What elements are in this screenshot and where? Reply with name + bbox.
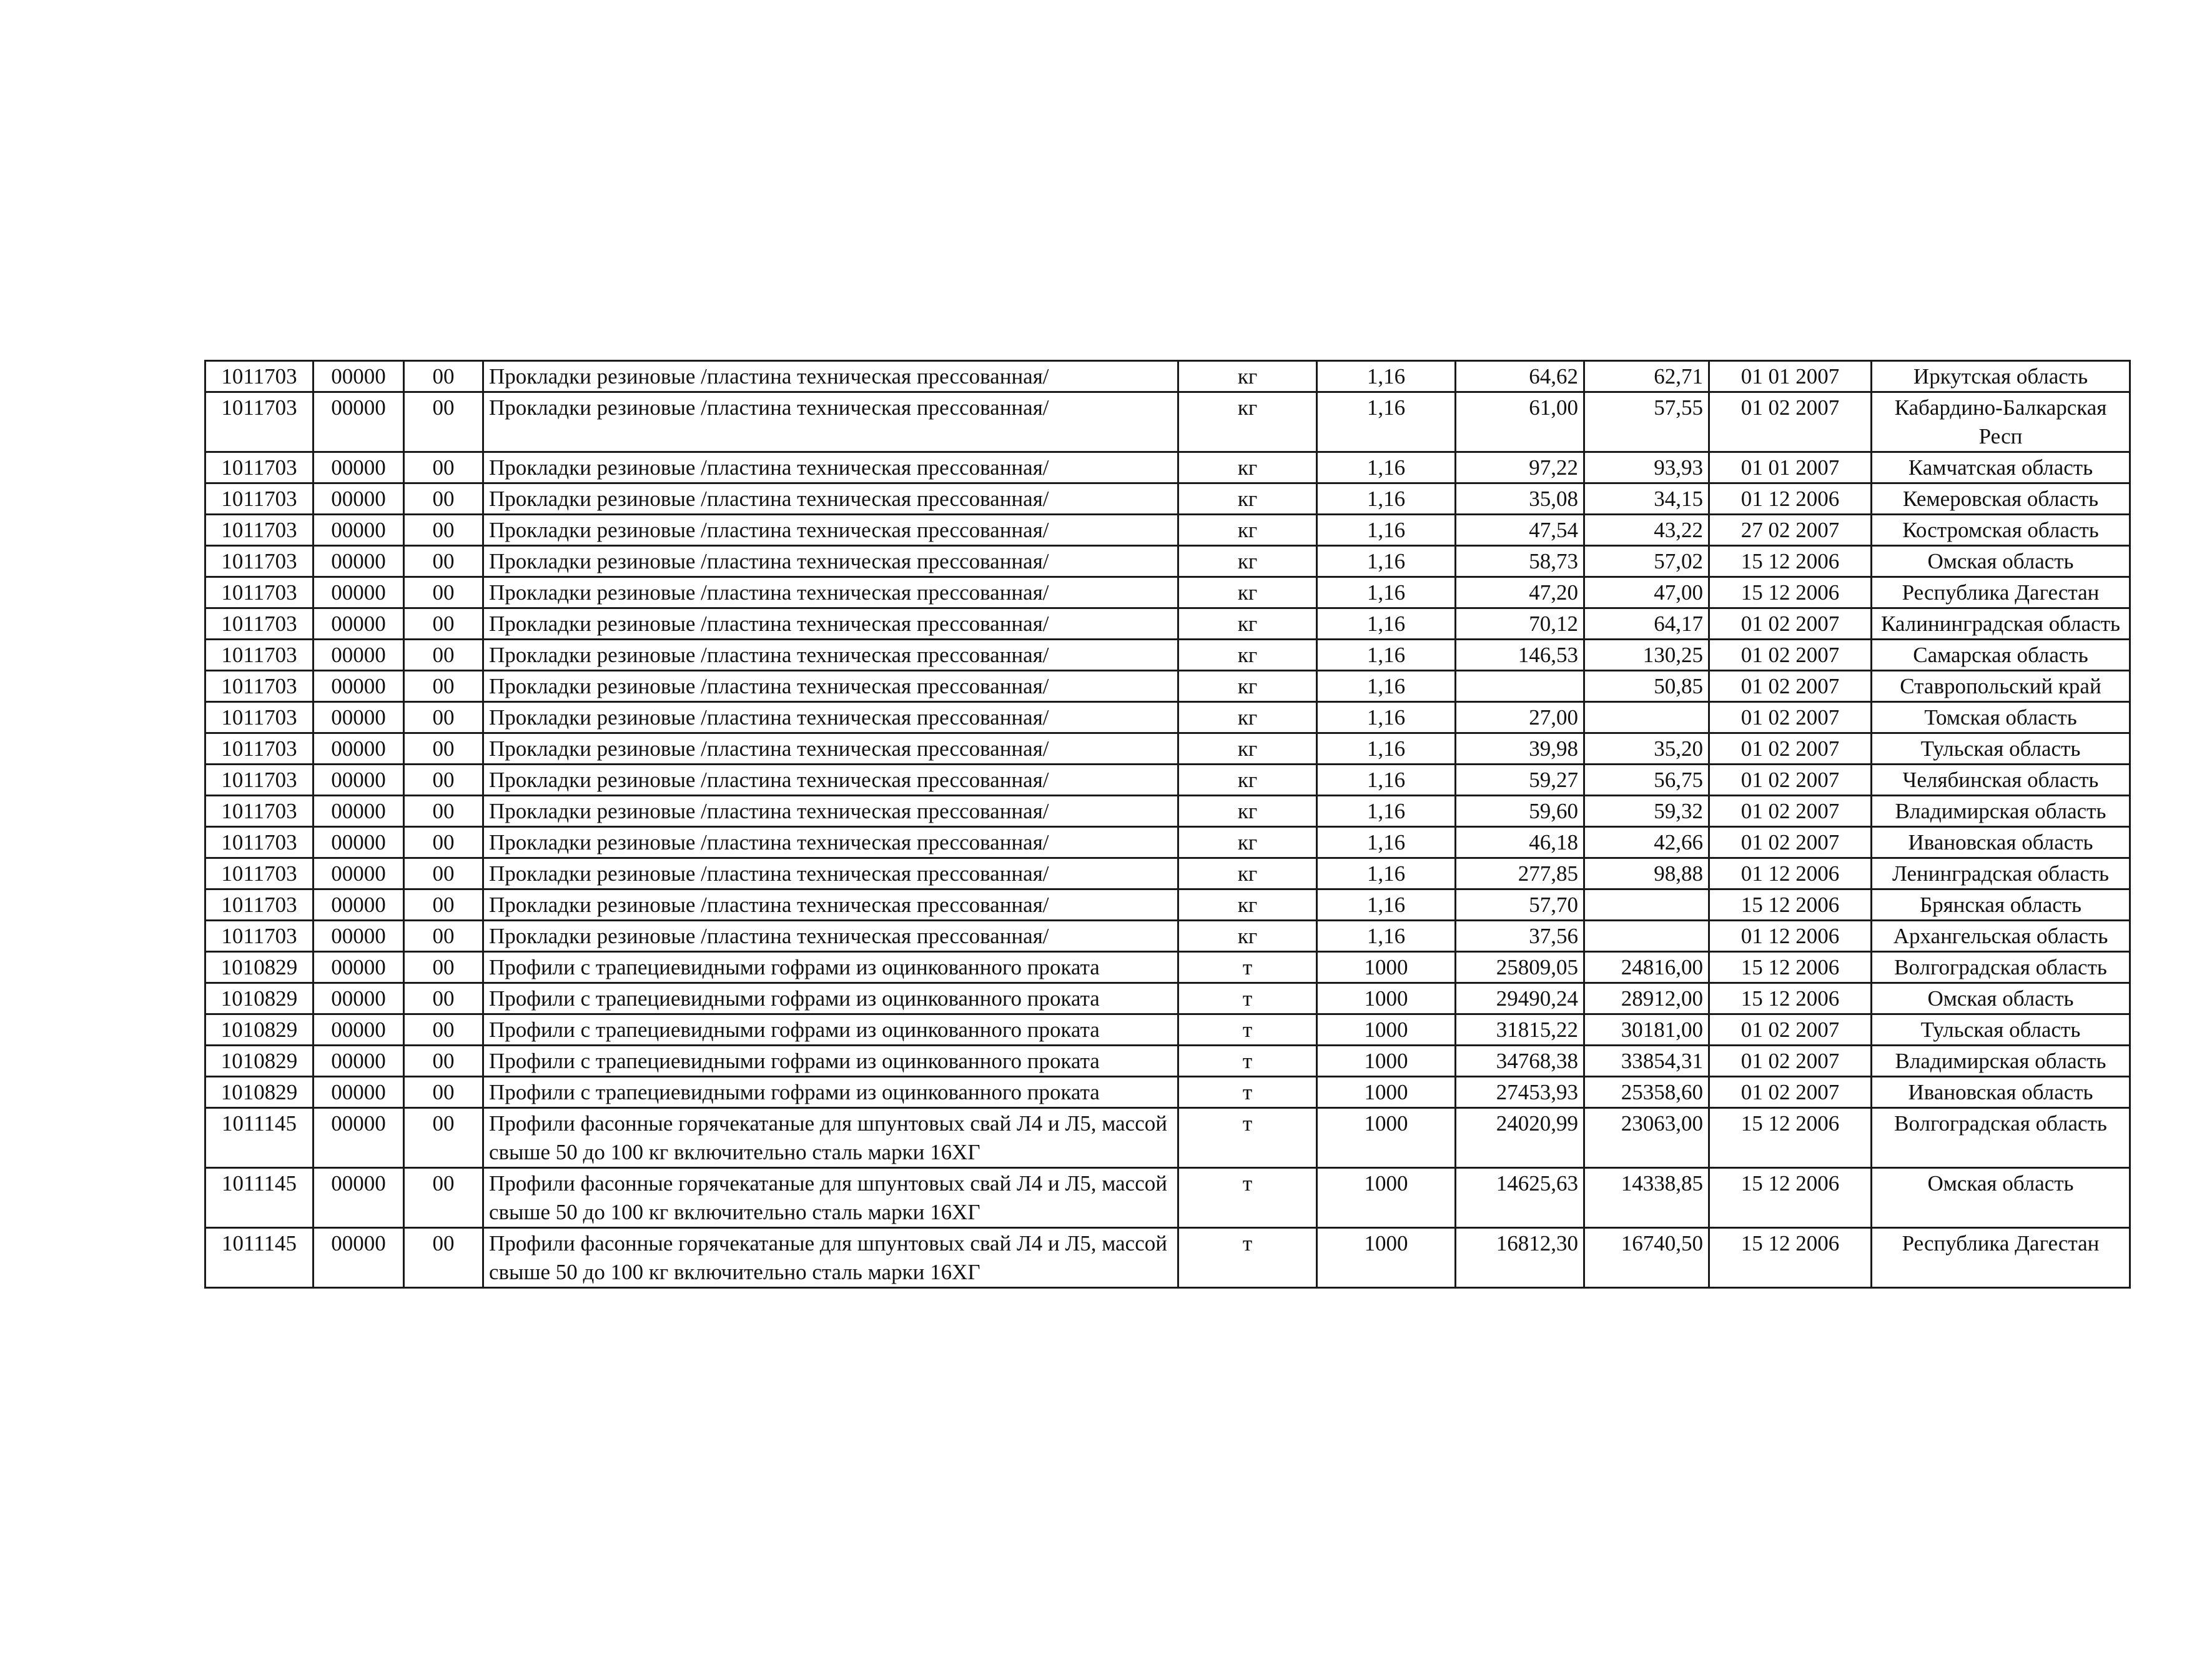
cell-region: Омская область	[1872, 983, 2130, 1014]
cell-price-1: 39,98	[1456, 733, 1584, 765]
cell-region: Волгоградская область	[1872, 1108, 2130, 1168]
cell-number: 00	[404, 577, 483, 608]
cell-price-2: 56,75	[1584, 765, 1709, 796]
cell-subcode: 00000	[314, 515, 404, 546]
cell-region: Кемеровская область	[1872, 483, 2130, 515]
cell-subcode: 00000	[314, 577, 404, 608]
cell-subcode: 00000	[314, 1046, 404, 1077]
cell-name: Прокладки резиновые /пластина техническая прессованная/	[483, 515, 1178, 546]
cell-unit: т	[1178, 1014, 1317, 1046]
cell-coefficient: 1,16	[1317, 640, 1456, 671]
cell-region: Костромская область	[1872, 515, 2130, 546]
cell-coefficient: 1000	[1317, 952, 1456, 983]
cell-subcode: 00000	[314, 921, 404, 952]
cell-coefficient: 1000	[1317, 1228, 1456, 1288]
cell-date: 15 12 2006	[1709, 952, 1872, 983]
cell-unit: кг	[1178, 392, 1317, 452]
cell-name: Прокладки резиновые /пластина техническая прессованная/	[483, 452, 1178, 483]
cell-region: Кабардино-Балкарская Респ	[1872, 392, 2130, 452]
cell-subcode: 00000	[314, 889, 404, 921]
cell-number: 00	[404, 827, 483, 858]
cell-coefficient: 1,16	[1317, 452, 1456, 483]
cell-region: Самарская область	[1872, 640, 2130, 671]
cell-coefficient: 1000	[1317, 983, 1456, 1014]
cell-date: 01 02 2007	[1709, 640, 1872, 671]
cell-name: Профили с трапециевидными гофрами из оцинкованного проката	[483, 1077, 1178, 1108]
cell-name: Прокладки резиновые /пластина техническая прессованная/	[483, 608, 1178, 640]
cell-number: 00	[404, 858, 483, 889]
price-table	[204, 360, 2131, 1289]
cell-price-1: 47,54	[1456, 515, 1584, 546]
cell-code: 1011703	[205, 452, 314, 483]
cell-region: Тульская область	[1872, 1014, 2130, 1046]
cell-price-2: 23063,00	[1584, 1108, 1709, 1168]
cell-unit: т	[1178, 1228, 1317, 1288]
cell-number: 00	[404, 952, 483, 983]
cell-date: 01 12 2006	[1709, 921, 1872, 952]
cell-coefficient: 1,16	[1317, 608, 1456, 640]
cell-coefficient: 1,16	[1317, 577, 1456, 608]
cell-price-2: 64,17	[1584, 608, 1709, 640]
table-row	[205, 952, 2130, 983]
cell-price-2: 62,71	[1584, 361, 1709, 392]
table-row	[205, 827, 2130, 858]
table-row	[205, 452, 2130, 483]
cell-region: Ленинградская область	[1872, 858, 2130, 889]
cell-price-1: 34768,38	[1456, 1046, 1584, 1077]
cell-date: 01 02 2007	[1709, 392, 1872, 452]
cell-price-2: 24816,00	[1584, 952, 1709, 983]
cell-name: Прокладки резиновые /пластина техническая прессованная/	[483, 702, 1178, 733]
cell-price-2: 28912,00	[1584, 983, 1709, 1014]
cell-coefficient: 1,16	[1317, 515, 1456, 546]
table-row	[205, 796, 2130, 827]
cell-date: 15 12 2006	[1709, 1168, 1872, 1228]
cell-price-2: 35,20	[1584, 733, 1709, 765]
table-row	[205, 889, 2130, 921]
cell-coefficient: 1,16	[1317, 796, 1456, 827]
cell-name: Профили фасонные горячекатаные для шпунтовых свай Л4 и Л5, массой свыше 50 до 100 кг включительно сталь марки 16ХГ	[483, 1108, 1178, 1168]
cell-coefficient: 1,16	[1317, 702, 1456, 733]
cell-coefficient: 1,16	[1317, 483, 1456, 515]
cell-price-2	[1584, 889, 1709, 921]
cell-region: Ставропольский край	[1872, 671, 2130, 702]
cell-subcode: 00000	[314, 1108, 404, 1168]
cell-code: 1011703	[205, 733, 314, 765]
cell-code: 1010829	[205, 952, 314, 983]
cell-coefficient: 1,16	[1317, 921, 1456, 952]
cell-date: 27 02 2007	[1709, 515, 1872, 546]
cell-price-1: 64,62	[1456, 361, 1584, 392]
cell-date: 01 02 2007	[1709, 796, 1872, 827]
cell-date: 15 12 2006	[1709, 546, 1872, 577]
cell-code: 1011703	[205, 671, 314, 702]
table-row	[205, 1046, 2130, 1077]
cell-name: Профили с трапециевидными гофрами из оцинкованного проката	[483, 1014, 1178, 1046]
cell-date: 15 12 2006	[1709, 983, 1872, 1014]
cell-price-1: 57,70	[1456, 889, 1584, 921]
cell-code: 1011703	[205, 640, 314, 671]
cell-coefficient: 1,16	[1317, 827, 1456, 858]
table-row	[205, 733, 2130, 765]
cell-name: Прокладки резиновые /пластина техническая прессованная/	[483, 640, 1178, 671]
cell-price-1: 27,00	[1456, 702, 1584, 733]
cell-unit: кг	[1178, 361, 1317, 392]
cell-date: 01 12 2006	[1709, 858, 1872, 889]
cell-number: 00	[404, 765, 483, 796]
cell-region: Иркутская область	[1872, 361, 2130, 392]
cell-coefficient: 1,16	[1317, 733, 1456, 765]
cell-number: 00	[404, 1077, 483, 1108]
cell-price-2	[1584, 921, 1709, 952]
cell-unit: кг	[1178, 483, 1317, 515]
cell-name: Прокладки резиновые /пластина техническая прессованная/	[483, 483, 1178, 515]
cell-coefficient: 1000	[1317, 1077, 1456, 1108]
cell-region: Республика Дагестан	[1872, 577, 2130, 608]
cell-number: 00	[404, 921, 483, 952]
cell-date: 01 01 2007	[1709, 361, 1872, 392]
cell-number: 00	[404, 515, 483, 546]
cell-region: Брянская область	[1872, 889, 2130, 921]
cell-price-2: 130,25	[1584, 640, 1709, 671]
cell-price-1: 59,27	[1456, 765, 1584, 796]
cell-unit: т	[1178, 1046, 1317, 1077]
cell-number: 00	[404, 889, 483, 921]
cell-region: Владимирская область	[1872, 1046, 2130, 1077]
cell-date: 01 02 2007	[1709, 1014, 1872, 1046]
cell-price-1: 146,53	[1456, 640, 1584, 671]
cell-date: 01 02 2007	[1709, 1077, 1872, 1108]
cell-code: 1011703	[205, 796, 314, 827]
cell-price-1: 37,56	[1456, 921, 1584, 952]
cell-coefficient: 1,16	[1317, 765, 1456, 796]
cell-date: 15 12 2006	[1709, 1108, 1872, 1168]
cell-unit: кг	[1178, 640, 1317, 671]
cell-price-2: 50,85	[1584, 671, 1709, 702]
cell-unit: кг	[1178, 733, 1317, 765]
cell-region: Омская область	[1872, 1168, 2130, 1228]
cell-number: 00	[404, 1014, 483, 1046]
cell-coefficient: 1,16	[1317, 546, 1456, 577]
cell-subcode: 00000	[314, 858, 404, 889]
cell-name: Прокладки резиновые /пластина техническая прессованная/	[483, 827, 1178, 858]
cell-price-2: 57,02	[1584, 546, 1709, 577]
table-row	[205, 702, 2130, 733]
cell-name: Профили фасонные горячекатаные для шпунтовых свай Л4 и Л5, массой свыше 50 до 100 кг включительно сталь марки 16ХГ	[483, 1168, 1178, 1228]
cell-name: Прокладки резиновые /пластина техническая прессованная/	[483, 858, 1178, 889]
cell-name: Прокладки резиновые /пластина техническая прессованная/	[483, 546, 1178, 577]
cell-code: 1010829	[205, 1046, 314, 1077]
cell-coefficient: 1,16	[1317, 889, 1456, 921]
table-row	[205, 1077, 2130, 1108]
cell-unit: кг	[1178, 858, 1317, 889]
cell-number: 00	[404, 702, 483, 733]
cell-subcode: 00000	[314, 671, 404, 702]
cell-code: 1011703	[205, 577, 314, 608]
cell-name: Профили с трапециевидными гофрами из оцинкованного проката	[483, 983, 1178, 1014]
cell-unit: т	[1178, 1077, 1317, 1108]
table-row	[205, 515, 2130, 546]
cell-subcode: 00000	[314, 1077, 404, 1108]
cell-price-1: 31815,22	[1456, 1014, 1584, 1046]
cell-number: 00	[404, 796, 483, 827]
cell-unit: кг	[1178, 889, 1317, 921]
cell-region: Волгоградская область	[1872, 952, 2130, 983]
cell-subcode: 00000	[314, 361, 404, 392]
cell-price-2: 47,00	[1584, 577, 1709, 608]
cell-number: 00	[404, 392, 483, 452]
cell-name: Прокладки резиновые /пластина техническая прессованная/	[483, 921, 1178, 952]
table-row	[205, 858, 2130, 889]
cell-subcode: 00000	[314, 452, 404, 483]
cell-coefficient: 1000	[1317, 1046, 1456, 1077]
cell-code: 1011703	[205, 392, 314, 452]
cell-code: 1011703	[205, 702, 314, 733]
cell-region: Архангельская область	[1872, 921, 2130, 952]
cell-date: 01 02 2007	[1709, 608, 1872, 640]
cell-region: Калининградская область	[1872, 608, 2130, 640]
cell-date: 01 02 2007	[1709, 765, 1872, 796]
table-body	[205, 361, 2130, 1288]
cell-name: Прокладки резиновые /пластина техническая прессованная/	[483, 671, 1178, 702]
cell-number: 00	[404, 1108, 483, 1168]
cell-price-1: 24020,99	[1456, 1108, 1584, 1168]
cell-price-2: 25358,60	[1584, 1077, 1709, 1108]
cell-price-1: 277,85	[1456, 858, 1584, 889]
cell-region: Ивановская область	[1872, 827, 2130, 858]
cell-price-1: 58,73	[1456, 546, 1584, 577]
cell-region: Республика Дагестан	[1872, 1228, 2130, 1288]
table-row	[205, 577, 2130, 608]
cell-unit: т	[1178, 983, 1317, 1014]
cell-subcode: 00000	[314, 733, 404, 765]
cell-region: Челябинская область	[1872, 765, 2130, 796]
cell-subcode: 00000	[314, 1014, 404, 1046]
cell-unit: кг	[1178, 671, 1317, 702]
table-row	[205, 765, 2130, 796]
table-row	[205, 671, 2130, 702]
cell-date: 15 12 2006	[1709, 889, 1872, 921]
cell-code: 1011703	[205, 858, 314, 889]
cell-number: 00	[404, 733, 483, 765]
cell-region: Омская область	[1872, 546, 2130, 577]
cell-date: 01 01 2007	[1709, 452, 1872, 483]
table-row	[205, 921, 2130, 952]
cell-number: 00	[404, 983, 483, 1014]
cell-subcode: 00000	[314, 702, 404, 733]
cell-region: Владимирская область	[1872, 796, 2130, 827]
cell-code: 1011703	[205, 921, 314, 952]
cell-name: Прокладки резиновые /пластина техническая прессованная/	[483, 765, 1178, 796]
cell-code: 1011145	[205, 1168, 314, 1228]
cell-price-1: 46,18	[1456, 827, 1584, 858]
cell-price-2: 33854,31	[1584, 1046, 1709, 1077]
table-row	[205, 1108, 2130, 1168]
cell-name: Прокладки резиновые /пластина техническая прессованная/	[483, 733, 1178, 765]
cell-unit: т	[1178, 1108, 1317, 1168]
cell-price-1: 61,00	[1456, 392, 1584, 452]
table-row	[205, 1014, 2130, 1046]
cell-number: 00	[404, 361, 483, 392]
cell-price-2: 34,15	[1584, 483, 1709, 515]
cell-unit: кг	[1178, 452, 1317, 483]
cell-coefficient: 1,16	[1317, 392, 1456, 452]
cell-code: 1011703	[205, 765, 314, 796]
table-row	[205, 483, 2130, 515]
cell-region: Томская область	[1872, 702, 2130, 733]
cell-price-1: 25809,05	[1456, 952, 1584, 983]
cell-unit: кг	[1178, 608, 1317, 640]
cell-number: 00	[404, 452, 483, 483]
cell-subcode: 00000	[314, 1168, 404, 1228]
cell-code: 1010829	[205, 1014, 314, 1046]
cell-price-1: 29490,24	[1456, 983, 1584, 1014]
cell-price-1: 14625,63	[1456, 1168, 1584, 1228]
cell-price-2: 42,66	[1584, 827, 1709, 858]
table-row	[205, 1168, 2130, 1228]
cell-unit: кг	[1178, 827, 1317, 858]
cell-region: Тульская область	[1872, 733, 2130, 765]
cell-date: 15 12 2006	[1709, 577, 1872, 608]
cell-price-1: 16812,30	[1456, 1228, 1584, 1288]
cell-code: 1011703	[205, 483, 314, 515]
cell-date: 01 02 2007	[1709, 827, 1872, 858]
cell-number: 00	[404, 1228, 483, 1288]
cell-region: Ивановская область	[1872, 1077, 2130, 1108]
cell-number: 00	[404, 608, 483, 640]
cell-unit: т	[1178, 952, 1317, 983]
cell-price-2: 57,55	[1584, 392, 1709, 452]
table-row	[205, 983, 2130, 1014]
table-row	[205, 608, 2130, 640]
cell-date: 01 02 2007	[1709, 671, 1872, 702]
cell-price-2: 93,93	[1584, 452, 1709, 483]
cell-subcode: 00000	[314, 983, 404, 1014]
cell-code: 1011703	[205, 361, 314, 392]
cell-name: Прокладки резиновые /пластина техническая прессованная/	[483, 577, 1178, 608]
cell-code: 1010829	[205, 983, 314, 1014]
cell-subcode: 00000	[314, 483, 404, 515]
cell-price-1: 70,12	[1456, 608, 1584, 640]
cell-price-1: 59,60	[1456, 796, 1584, 827]
cell-code: 1011145	[205, 1108, 314, 1168]
table-row	[205, 361, 2130, 392]
cell-name: Профили фасонные горячекатаные для шпунтовых свай Л4 и Л5, массой свыше 50 до 100 кг включительно сталь марки 16ХГ	[483, 1228, 1178, 1288]
cell-subcode: 00000	[314, 546, 404, 577]
cell-price-1: 35,08	[1456, 483, 1584, 515]
cell-number: 00	[404, 1168, 483, 1228]
cell-unit: кг	[1178, 921, 1317, 952]
cell-unit: т	[1178, 1168, 1317, 1228]
cell-region: Камчатская область	[1872, 452, 2130, 483]
cell-unit: кг	[1178, 765, 1317, 796]
cell-subcode: 00000	[314, 827, 404, 858]
cell-code: 1011703	[205, 889, 314, 921]
cell-price-2: 16740,50	[1584, 1228, 1709, 1288]
cell-name: Профили с трапециевидными гофрами из оцинкованного проката	[483, 1046, 1178, 1077]
cell-coefficient: 1000	[1317, 1168, 1456, 1228]
cell-code: 1011703	[205, 608, 314, 640]
cell-price-1: 97,22	[1456, 452, 1584, 483]
cell-code: 1011145	[205, 1228, 314, 1288]
cell-subcode: 00000	[314, 796, 404, 827]
cell-number: 00	[404, 546, 483, 577]
cell-name: Прокладки резиновые /пластина техническая прессованная/	[483, 392, 1178, 452]
cell-subcode: 00000	[314, 608, 404, 640]
cell-price-2: 43,22	[1584, 515, 1709, 546]
cell-price-1: 27453,93	[1456, 1077, 1584, 1108]
cell-number: 00	[404, 640, 483, 671]
cell-number: 00	[404, 671, 483, 702]
cell-coefficient: 1000	[1317, 1108, 1456, 1168]
cell-subcode: 00000	[314, 1228, 404, 1288]
cell-code: 1010829	[205, 1077, 314, 1108]
cell-unit: кг	[1178, 702, 1317, 733]
cell-price-2: 59,32	[1584, 796, 1709, 827]
cell-name: Профили с трапециевидными гофрами из оцинкованного проката	[483, 952, 1178, 983]
cell-date: 01 02 2007	[1709, 1046, 1872, 1077]
cell-subcode: 00000	[314, 952, 404, 983]
cell-name: Прокладки резиновые /пластина техническая прессованная/	[483, 889, 1178, 921]
cell-price-2	[1584, 702, 1709, 733]
cell-coefficient: 1000	[1317, 1014, 1456, 1046]
cell-price-1: 47,20	[1456, 577, 1584, 608]
cell-date: 01 02 2007	[1709, 702, 1872, 733]
table-row	[205, 640, 2130, 671]
cell-number: 00	[404, 483, 483, 515]
table-row	[205, 546, 2130, 577]
cell-code: 1011703	[205, 827, 314, 858]
cell-price-2: 98,88	[1584, 858, 1709, 889]
cell-price-1	[1456, 671, 1584, 702]
cell-subcode: 00000	[314, 640, 404, 671]
cell-subcode: 00000	[314, 392, 404, 452]
cell-unit: кг	[1178, 546, 1317, 577]
cell-date: 01 12 2006	[1709, 483, 1872, 515]
cell-price-2: 30181,00	[1584, 1014, 1709, 1046]
cell-date: 01 02 2007	[1709, 733, 1872, 765]
cell-coefficient: 1,16	[1317, 858, 1456, 889]
cell-unit: кг	[1178, 796, 1317, 827]
cell-subcode: 00000	[314, 765, 404, 796]
cell-coefficient: 1,16	[1317, 361, 1456, 392]
cell-code: 1011703	[205, 546, 314, 577]
cell-price-2: 14338,85	[1584, 1168, 1709, 1228]
cell-date: 15 12 2006	[1709, 1228, 1872, 1288]
table-row	[205, 392, 2130, 452]
cell-number: 00	[404, 1046, 483, 1077]
cell-coefficient: 1,16	[1317, 671, 1456, 702]
cell-unit: кг	[1178, 515, 1317, 546]
cell-unit: кг	[1178, 577, 1317, 608]
cell-name: Прокладки резиновые /пластина техническая прессованная/	[483, 361, 1178, 392]
cell-code: 1011703	[205, 515, 314, 546]
cell-name: Прокладки резиновые /пластина техническая прессованная/	[483, 796, 1178, 827]
table-row	[205, 1228, 2130, 1288]
